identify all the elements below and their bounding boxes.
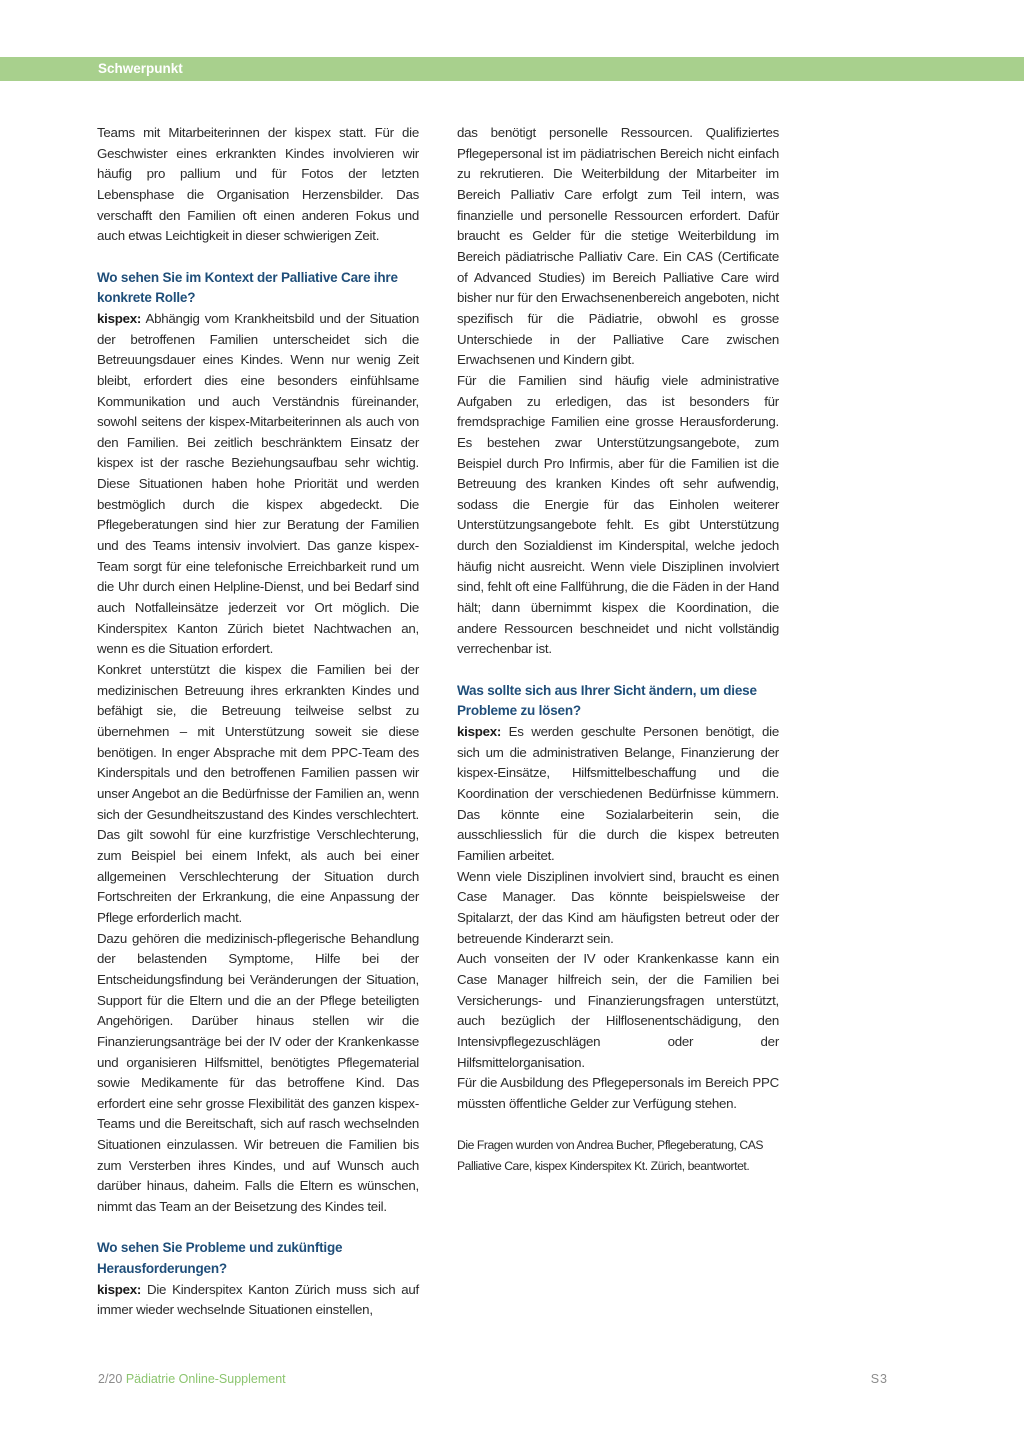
paragraph: Für die Familien sind häufig viele administrative Aufgaben zu erledigen, das ist besonders für fremdsprachige Familien eine grosse Herausforderung. Es bestehen zwar Unterstützungsangebote, zum Beispiel durch Pro Infirmis, aber für die Familien ist die Betreuung des kranken Kindes oft sehr aufwendig, sodass die Energie für das Einholen weiterer Unterstützungsangebote fehlt. Es gibt Unterstützung durch den Sozialdienst im Kinderspital, welche jedoch häufig nicht ausreicht. Wenn viele Disziplinen involviert sind, fehlt oft eine Fallführung, die die Fäden in der Hand hält; dann übernimmt kispex die Koordination, die andere Ressourcen beschneidet und nicht vollständig verrechenbar ist. (457, 372, 779, 657)
answer-paragraph (97, 1280, 419, 1321)
paragraph: Konkret unterstützt die kispex die Familien bei der medizinischen Betreuung ihres erkrankten Kindes und befähigt sie, die Betreuung teilweise selbst zu übernehmen – mit Unterstützung soweit sie diese benötigen. In enger Absprache mit dem PPC-Team des Kinderspitals und den betroffenen Familien passen wir unser Angebot an die Bedürfnisse der Familien an, wenn sich der Gesundheitszustand des Kindes verschlechtert. Das gilt sowohl für eine kurzfristige Verschlechterung, zum Beispiel bei einem Infekt, als auch bei einer allgemeinen Verschlechterung der Situation durch Fortschreiten der Erkrankung, die eine Anpassung der Pflege erforderlich macht. (97, 662, 419, 925)
speaker-label: kispex: (97, 310, 142, 326)
paragraph: Wenn viele Disziplinen involviert sind, braucht es einen Case Manager. Das könnte beispielsweise der Spitalarzt, der das Kind am häufigsten betreut oder der betreuende Kinderarzt sein. (457, 868, 779, 946)
answer-paragraph (457, 722, 779, 867)
speaker-label: kispex: (97, 1281, 142, 1297)
answer-text: Es werden geschulte Personen benötigt, die sich um die administrativen Belange, Finanzierung der kispex-Einsätze, Hilfsmittelbeschaffung und die Koordination der verschiedenen Bedürfnisse kümmern. Das könnte eine Sozialarbeiterin sein, die ausschliesslich für die durch die kispex betreuten Familien arbeitet. (457, 724, 779, 863)
section-header-bar (0, 57, 1024, 81)
section-title: Schwerpunkt (98, 61, 183, 76)
issue-number: 2/20 (98, 1372, 123, 1386)
paragraph: Auch vonseiten der IV oder Krankenkasse kann ein Case Manager hilfreich sein, der die Familien bei Versicherungs- und Finanzierungsfragen unterstützt, auch bezüglich der Hilflosenentschädigung, den Intensivpflegezuschlägen oder der Hilfsmittelorganisation. (457, 951, 779, 1070)
paragraph: das benötigt personelle Ressourcen. Qualifiziertes Pflegepersonal ist im pädiatrischen Bereich nicht einfach zu rekrutieren. Die Weiterbildung der Mitarbeiter im Bereich Palliativ Care erfolgt zum Teil intern, was finanzielle und personelle Ressourcen erfordert. Dafür braucht es Gelder für die stetige Weiterbildung im Bereich pädiatrische Palliativ Care. Ein CAS (Certificate of Advanced Studies) im Bereich Palliative Care wird bisher nur für den Erwachsenenbereich angeboten, nicht spezifisch für die Pädiatrie, obwohl es grosse Unterschiede in der Palliative Care zwischen Erwachsenen und Kindern gibt. (457, 125, 779, 368)
paragraph: Dazu gehören die medizinisch-pflegerische Behandlung der belastenden Symptome, Hilfe bei der Entscheidungsfindung bei Veränderungen der Situation, Support für die Eltern und die an der Pflege beteiligten Angehörigen. Darüber hinaus stellen wir die Finanzierungsanträge bei der IV oder der Krankenkasse und organisieren Hilfsmittel, benötigtes Pflegematerial sowie Medikamente für das betroffene Kind. Das erfordert eine sehr grosse Flexibilität des ganzen kispex-Teams und die Bereitschaft, sich auf rasch wechselnden Situationen einzulassen. Wir betreuen die Familien bis zum Versterben ihres Kindes, und auf Wunsch auch darüber hinaus, daheim. Falls die Eltern es wünschen, nimmt das Team an der Beisetzung des Kindes teil. (97, 930, 419, 1215)
interview-question: Was sollte sich aus Ihrer Sicht ändern, um diese Probleme zu lösen? (457, 682, 757, 719)
interview-credit: Die Fragen wurden von Andrea Bucher, Pflegeberatung, CAS Palliative Care, kispex Kinderspitex Kt. Zürich, beantwortet. (457, 1138, 764, 1173)
publication-name: Pädiatrie Online-Supplement (125, 1372, 286, 1386)
speaker-label: kispex: (457, 724, 502, 740)
answer-text: Abhängig vom Krankheitsbild und der Situation der betroffenen Familien unterscheidet sich die Betreuungsdauer eines Kindes. Wenn nur wenig Zeit bleibt, erfordert dies eine besonders einfühlsame Kommunikation und auch Verständnis füreinander, sowohl seitens der kispex-Mitarbeiterinnen als auch von den Familien. Bei zeitlich beschränktem Einsatz der kispex ist der rasche Beziehungsaufbau sehr wichtig. Diese Situationen haben hohe Priorität und werden bestmöglich durch die kispex abgedeckt. Die Pflegeberatungen sind hier zur Beratung der Familien und des Teams intensiv involviert. Das ganze kispex-Team sorgt für eine telefonische Erreichbarkeit rund um die Uhr durch einen Helpline-Dienst, und bei Bedarf sind auch Notfalleinsätze jederzeit vor Ort möglich. Die Kinderspitex Kanton Zürich bietet Nachtwachen an, wenn es die Situation erfordert. (97, 310, 419, 657)
interview-question: Wo sehen Sie im Kontext der Palliative Care ihre konkrete Rolle? (97, 269, 398, 306)
answer-text: Die Kinderspitex Kanton Zürich muss sich auf immer wieder wechselnde Situationen einstellen, (97, 1281, 419, 1318)
page-number: S3 (870, 1372, 888, 1386)
article-column-right (457, 123, 779, 1176)
interview-question: Wo sehen Sie Probleme und zukünftige Herausforderungen? (97, 1240, 343, 1277)
paragraph: Teams mit Mitarbeiterinnen der kispex statt. Für die Geschwister eines erkrankten Kindes involvieren wir häufig pro pallium und für Fotos der letzten Lebensphase die Organisation Herzensbilder. Das verschafft den Familien oft einen anderen Fokus und auch etwas Leichtigkeit in dieser schwierigen Zeit. (97, 125, 419, 244)
answer-paragraph (97, 309, 419, 660)
article-column-left (97, 123, 419, 1321)
footer-issue (98, 1372, 286, 1386)
paragraph: Für die Ausbildung des Pflegepersonals im Bereich PPC müssten öffentliche Gelder zur Verfügung stehen. (457, 1075, 779, 1111)
